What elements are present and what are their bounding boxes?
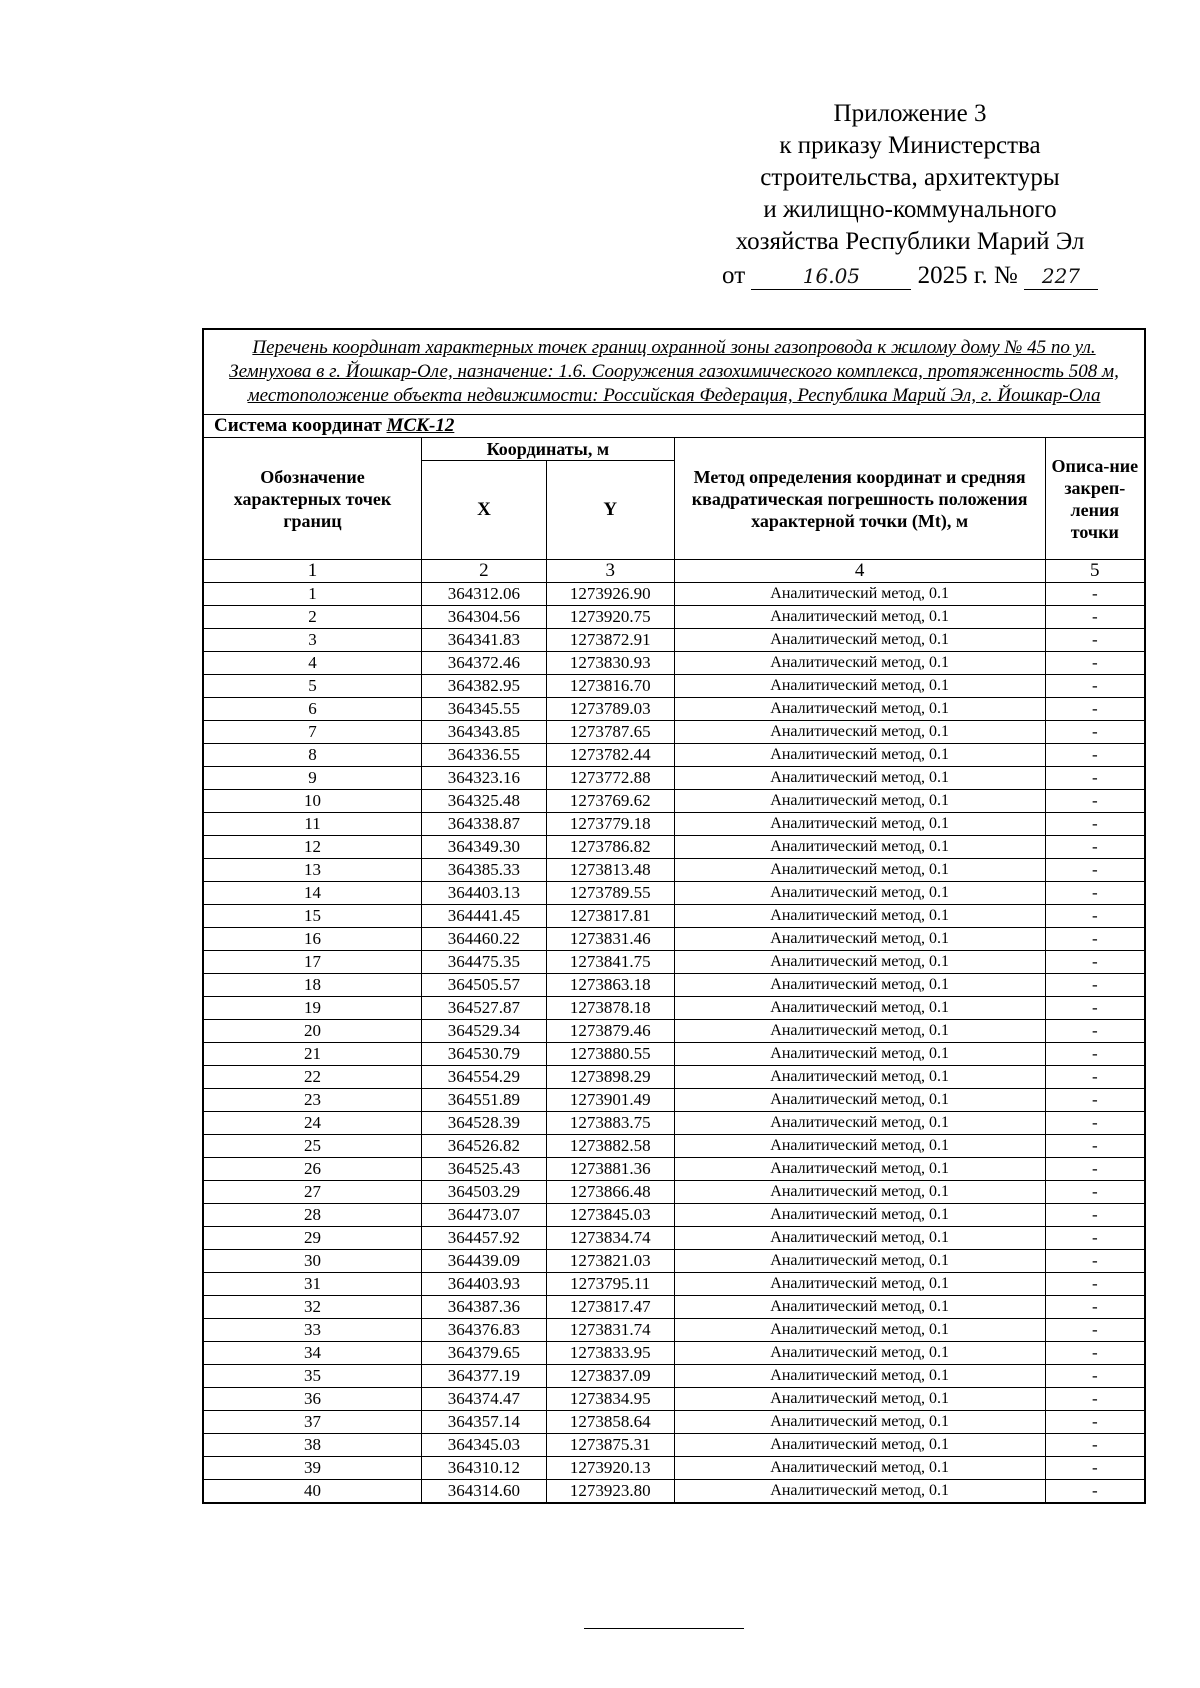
y-coordinate-cell: 1273841.75 <box>546 951 674 974</box>
description-cell: - <box>1045 1135 1145 1158</box>
method-cell: Аналитический метод, 0.1 <box>674 997 1045 1020</box>
method-cell: Аналитический метод, 0.1 <box>674 974 1045 997</box>
method-cell: Аналитический метод, 0.1 <box>674 905 1045 928</box>
method-cell: Аналитический метод, 0.1 <box>674 1158 1045 1181</box>
y-coordinate-cell: 1273920.13 <box>546 1457 674 1480</box>
point-number-cell: 23 <box>203 1089 422 1112</box>
method-cell: Аналитический метод, 0.1 <box>674 1342 1045 1365</box>
y-coordinate-cell: 1273817.81 <box>546 905 674 928</box>
x-coordinate-cell: 364372.46 <box>422 652 547 675</box>
method-cell: Аналитический метод, 0.1 <box>674 721 1045 744</box>
y-coordinate-cell: 1273833.95 <box>546 1342 674 1365</box>
method-cell: Аналитический метод, 0.1 <box>674 951 1045 974</box>
y-coordinate-cell: 1273880.55 <box>546 1043 674 1066</box>
description-cell: - <box>1045 1319 1145 1342</box>
y-coordinate-cell: 1273881.36 <box>546 1158 674 1181</box>
method-cell: Аналитический метод, 0.1 <box>674 836 1045 859</box>
description-cell: - <box>1045 836 1145 859</box>
point-number-cell: 24 <box>203 1112 422 1135</box>
table-row <box>203 1112 1145 1135</box>
method-cell: Аналитический метод, 0.1 <box>674 1480 1045 1504</box>
method-cell: Аналитический метод, 0.1 <box>674 1204 1045 1227</box>
y-coordinate-cell: 1273883.75 <box>546 1112 674 1135</box>
method-cell: Аналитический метод, 0.1 <box>674 1273 1045 1296</box>
table-row <box>203 1066 1145 1089</box>
approval-line: хозяйства Республики Марий Эл <box>735 228 1085 255</box>
point-number-cell: 13 <box>203 859 422 882</box>
table-row <box>203 629 1145 652</box>
y-coordinate-cell: 1273837.09 <box>546 1365 674 1388</box>
point-number-cell: 15 <box>203 905 422 928</box>
method-cell: Аналитический метод, 0.1 <box>674 606 1045 629</box>
description-cell: - <box>1045 1365 1145 1388</box>
description-cell: - <box>1045 1250 1145 1273</box>
description-cell: - <box>1045 1434 1145 1457</box>
description-cell: - <box>1045 997 1145 1020</box>
description-cell: - <box>1045 1066 1145 1089</box>
y-coordinate-cell: 1273898.29 <box>546 1066 674 1089</box>
description-cell: - <box>1045 1204 1145 1227</box>
table-row <box>203 974 1145 997</box>
handwritten-date: 16.05 <box>751 263 911 290</box>
coordinates-table <box>202 328 1146 1504</box>
x-coordinate-cell: 364475.35 <box>422 951 547 974</box>
point-number-cell: 29 <box>203 1227 422 1250</box>
x-coordinate-cell: 364554.29 <box>422 1066 547 1089</box>
point-number-cell: 26 <box>203 1158 422 1181</box>
table-row <box>203 905 1145 928</box>
header-coordinates: Координаты, м <box>422 438 675 461</box>
table-row <box>203 1089 1145 1112</box>
x-coordinate-cell: 364345.55 <box>422 698 547 721</box>
x-coordinate-cell: 364473.07 <box>422 1204 547 1227</box>
method-cell: Аналитический метод, 0.1 <box>674 744 1045 767</box>
point-number-cell: 8 <box>203 744 422 767</box>
table-row <box>203 1388 1145 1411</box>
method-cell: Аналитический метод, 0.1 <box>674 1020 1045 1043</box>
method-cell: Аналитический метод, 0.1 <box>674 859 1045 882</box>
y-coordinate-cell: 1273878.18 <box>546 997 674 1020</box>
header-description: Описа-ние закреп-ления точки <box>1045 438 1145 560</box>
method-cell: Аналитический метод, 0.1 <box>674 1319 1045 1342</box>
point-number-cell: 17 <box>203 951 422 974</box>
point-number-cell: 16 <box>203 928 422 951</box>
x-coordinate-cell: 364374.47 <box>422 1388 547 1411</box>
x-coordinate-cell: 364526.82 <box>422 1135 547 1158</box>
y-coordinate-cell: 1273863.18 <box>546 974 674 997</box>
table-row <box>203 1342 1145 1365</box>
header-x: X <box>422 461 547 560</box>
point-number-cell: 25 <box>203 1135 422 1158</box>
handwritten-order-number: 227 <box>1024 263 1098 290</box>
point-number-cell: 4 <box>203 652 422 675</box>
method-cell: Аналитический метод, 0.1 <box>674 1112 1045 1135</box>
point-number-cell: 3 <box>203 629 422 652</box>
x-coordinate-cell: 364503.29 <box>422 1181 547 1204</box>
coordinate-system-row <box>203 415 1145 438</box>
method-cell: Аналитический метод, 0.1 <box>674 1135 1045 1158</box>
table-row <box>203 698 1145 721</box>
x-coordinate-cell: 364341.83 <box>422 629 547 652</box>
table-row <box>203 1273 1145 1296</box>
x-coordinate-cell: 364403.13 <box>422 882 547 905</box>
x-coordinate-cell: 364325.48 <box>422 790 547 813</box>
y-coordinate-cell: 1273786.82 <box>546 836 674 859</box>
description-cell: - <box>1045 675 1145 698</box>
description-cell: - <box>1045 1388 1145 1411</box>
description-cell: - <box>1045 859 1145 882</box>
column-number: 2 <box>422 560 547 583</box>
point-number-cell: 38 <box>203 1434 422 1457</box>
point-number-cell: 9 <box>203 767 422 790</box>
table-row <box>203 790 1145 813</box>
header-y: Y <box>546 461 674 560</box>
description-cell: - <box>1045 721 1145 744</box>
x-coordinate-cell: 364304.56 <box>422 606 547 629</box>
point-number-cell: 6 <box>203 698 422 721</box>
point-number-cell: 2 <box>203 606 422 629</box>
table-row <box>203 1319 1145 1342</box>
method-cell: Аналитический метод, 0.1 <box>674 1250 1045 1273</box>
y-coordinate-cell: 1273831.46 <box>546 928 674 951</box>
table-row <box>203 721 1145 744</box>
year-text: 2025 г. № <box>917 262 1018 289</box>
table-row <box>203 675 1145 698</box>
column-number: 5 <box>1045 560 1145 583</box>
x-coordinate-cell: 364505.57 <box>422 974 547 997</box>
table-row <box>203 1181 1145 1204</box>
x-coordinate-cell: 364345.03 <box>422 1434 547 1457</box>
method-cell: Аналитический метод, 0.1 <box>674 1296 1045 1319</box>
table-row <box>203 767 1145 790</box>
method-cell: Аналитический метод, 0.1 <box>674 1181 1045 1204</box>
y-coordinate-cell: 1273782.44 <box>546 744 674 767</box>
x-coordinate-cell: 364312.06 <box>422 583 547 606</box>
table-row <box>203 583 1145 606</box>
x-coordinate-cell: 364530.79 <box>422 1043 547 1066</box>
table-row <box>203 1434 1145 1457</box>
table-row <box>203 1204 1145 1227</box>
y-coordinate-cell: 1273901.49 <box>546 1089 674 1112</box>
point-number-cell: 40 <box>203 1480 422 1504</box>
point-number-cell: 18 <box>203 974 422 997</box>
method-cell: Аналитический метод, 0.1 <box>674 652 1045 675</box>
point-number-cell: 12 <box>203 836 422 859</box>
description-cell: - <box>1045 652 1145 675</box>
method-cell: Аналитический метод, 0.1 <box>674 698 1045 721</box>
description-cell: - <box>1045 1112 1145 1135</box>
description-cell: - <box>1045 583 1145 606</box>
x-coordinate-cell: 364441.45 <box>422 905 547 928</box>
table-row <box>203 882 1145 905</box>
description-cell: - <box>1045 1342 1145 1365</box>
header-point: Обозначение характерных точек границ <box>203 438 422 560</box>
y-coordinate-cell: 1273795.11 <box>546 1273 674 1296</box>
point-number-cell: 32 <box>203 1296 422 1319</box>
table-row <box>203 1250 1145 1273</box>
description-cell: - <box>1045 1480 1145 1504</box>
table-row <box>203 1020 1145 1043</box>
point-number-cell: 10 <box>203 790 422 813</box>
x-coordinate-cell: 364525.43 <box>422 1158 547 1181</box>
point-number-cell: 14 <box>203 882 422 905</box>
table-caption: Перечень координат характерных точек границ охранной зоны газопровода к жилому дому № 45 по ул. Земнухова в г. Йошкар-Оле, назначение: 1.6. Сооружения газохимического комплекса, протяженность 508 м, местоположение объекта недвижимости: Российская Федерация, Республика Марий Эл, г. Йошкар-Ола <box>203 329 1145 415</box>
method-cell: Аналитический метод, 0.1 <box>674 1388 1045 1411</box>
y-coordinate-cell: 1273882.58 <box>546 1135 674 1158</box>
method-cell: Аналитический метод, 0.1 <box>674 767 1045 790</box>
description-cell: - <box>1045 629 1145 652</box>
y-coordinate-cell: 1273830.93 <box>546 652 674 675</box>
description-cell: - <box>1045 698 1145 721</box>
y-coordinate-cell: 1273834.95 <box>546 1388 674 1411</box>
table-row <box>203 928 1145 951</box>
x-coordinate-cell: 364310.12 <box>422 1457 547 1480</box>
point-number-cell: 31 <box>203 1273 422 1296</box>
y-coordinate-cell: 1273834.74 <box>546 1227 674 1250</box>
approval-line: и жилищно-коммунального <box>763 196 1057 223</box>
y-coordinate-cell: 1273779.18 <box>546 813 674 836</box>
x-coordinate-cell: 364551.89 <box>422 1089 547 1112</box>
y-coordinate-cell: 1273816.70 <box>546 675 674 698</box>
point-number-cell: 34 <box>203 1342 422 1365</box>
table-row <box>203 859 1145 882</box>
y-coordinate-cell: 1273831.74 <box>546 1319 674 1342</box>
x-coordinate-cell: 364349.30 <box>422 836 547 859</box>
y-coordinate-cell: 1273787.65 <box>546 721 674 744</box>
description-cell: - <box>1045 1089 1145 1112</box>
x-coordinate-cell: 364338.87 <box>422 813 547 836</box>
table-row <box>203 997 1145 1020</box>
method-cell: Аналитический метод, 0.1 <box>674 675 1045 698</box>
point-number-cell: 11 <box>203 813 422 836</box>
table-row <box>203 836 1145 859</box>
table-row <box>203 606 1145 629</box>
coordinate-system-name: МСК-12 <box>386 415 455 436</box>
table-row <box>203 1158 1145 1181</box>
x-coordinate-cell: 364357.14 <box>422 1411 547 1434</box>
x-coordinate-cell: 364382.95 <box>422 675 547 698</box>
y-coordinate-cell: 1273817.47 <box>546 1296 674 1319</box>
x-coordinate-cell: 364343.85 <box>422 721 547 744</box>
table-row <box>203 1296 1145 1319</box>
method-cell: Аналитический метод, 0.1 <box>674 882 1045 905</box>
description-cell: - <box>1045 790 1145 813</box>
table-row <box>203 1135 1145 1158</box>
y-coordinate-cell: 1273858.64 <box>546 1411 674 1434</box>
point-number-cell: 22 <box>203 1066 422 1089</box>
table-row <box>203 813 1145 836</box>
y-coordinate-cell: 1273875.31 <box>546 1434 674 1457</box>
approval-line: строительства, архитектуры <box>760 164 1060 191</box>
y-coordinate-cell: 1273789.03 <box>546 698 674 721</box>
description-cell: - <box>1045 1411 1145 1434</box>
coordinate-system-label: Система координат <box>214 415 382 436</box>
point-number-cell: 20 <box>203 1020 422 1043</box>
method-cell: Аналитический метод, 0.1 <box>674 813 1045 836</box>
x-coordinate-cell: 364439.09 <box>422 1250 547 1273</box>
table-row <box>203 1365 1145 1388</box>
table-row <box>203 744 1145 767</box>
approval-line: к приказу Министерства <box>779 132 1041 159</box>
x-coordinate-cell: 364460.22 <box>422 928 547 951</box>
point-number-cell: 1 <box>203 583 422 606</box>
description-cell: - <box>1045 951 1145 974</box>
table-row <box>203 1227 1145 1250</box>
method-cell: Аналитический метод, 0.1 <box>674 1365 1045 1388</box>
description-cell: - <box>1045 905 1145 928</box>
point-number-cell: 27 <box>203 1181 422 1204</box>
method-cell: Аналитический метод, 0.1 <box>674 1089 1045 1112</box>
date-prefix: от <box>722 262 746 289</box>
point-number-cell: 37 <box>203 1411 422 1434</box>
method-cell: Аналитический метод, 0.1 <box>674 1043 1045 1066</box>
column-number: 4 <box>674 560 1045 583</box>
point-number-cell: 21 <box>203 1043 422 1066</box>
x-coordinate-cell: 364385.33 <box>422 859 547 882</box>
x-coordinate-cell: 364387.36 <box>422 1296 547 1319</box>
method-cell: Аналитический метод, 0.1 <box>674 790 1045 813</box>
point-number-cell: 5 <box>203 675 422 698</box>
description-cell: - <box>1045 928 1145 951</box>
point-number-cell: 33 <box>203 1319 422 1342</box>
point-number-cell: 30 <box>203 1250 422 1273</box>
table-row <box>203 951 1145 974</box>
y-coordinate-cell: 1273866.48 <box>546 1181 674 1204</box>
point-number-cell: 39 <box>203 1457 422 1480</box>
y-coordinate-cell: 1273821.03 <box>546 1250 674 1273</box>
method-cell: Аналитический метод, 0.1 <box>674 1411 1045 1434</box>
table-row <box>203 1411 1145 1434</box>
point-number-cell: 28 <box>203 1204 422 1227</box>
description-cell: - <box>1045 1457 1145 1480</box>
x-coordinate-cell: 364377.19 <box>422 1365 547 1388</box>
approval-line: Приложение 3 <box>833 100 987 127</box>
column-number: 1 <box>203 560 422 583</box>
method-cell: Аналитический метод, 0.1 <box>674 1066 1045 1089</box>
method-cell: Аналитический метод, 0.1 <box>674 629 1045 652</box>
description-cell: - <box>1045 1296 1145 1319</box>
y-coordinate-cell: 1273813.48 <box>546 859 674 882</box>
description-cell: - <box>1045 1020 1145 1043</box>
y-coordinate-cell: 1273879.46 <box>546 1020 674 1043</box>
table-row <box>203 1480 1145 1504</box>
x-coordinate-cell: 364457.92 <box>422 1227 547 1250</box>
point-number-cell: 35 <box>203 1365 422 1388</box>
description-cell: - <box>1045 1158 1145 1181</box>
x-coordinate-cell: 364379.65 <box>422 1342 547 1365</box>
header-method: Метод определения координат и средняя квадратическая погрешность положения характерной точки (Mt), м <box>674 438 1045 560</box>
method-cell: Аналитический метод, 0.1 <box>674 583 1045 606</box>
description-cell: - <box>1045 606 1145 629</box>
description-cell: - <box>1045 813 1145 836</box>
approval-block <box>690 98 1130 292</box>
x-coordinate-cell: 364528.39 <box>422 1112 547 1135</box>
description-cell: - <box>1045 1227 1145 1250</box>
description-cell: - <box>1045 744 1145 767</box>
y-coordinate-cell: 1273789.55 <box>546 882 674 905</box>
x-coordinate-cell: 364403.93 <box>422 1273 547 1296</box>
y-coordinate-cell: 1273772.88 <box>546 767 674 790</box>
table-row <box>203 1457 1145 1480</box>
description-cell: - <box>1045 882 1145 905</box>
description-cell: - <box>1045 1043 1145 1066</box>
x-coordinate-cell: 364336.55 <box>422 744 547 767</box>
point-number-cell: 19 <box>203 997 422 1020</box>
y-coordinate-cell: 1273923.80 <box>546 1480 674 1504</box>
y-coordinate-cell: 1273872.91 <box>546 629 674 652</box>
x-coordinate-cell: 364376.83 <box>422 1319 547 1342</box>
x-coordinate-cell: 364527.87 <box>422 997 547 1020</box>
y-coordinate-cell: 1273769.62 <box>546 790 674 813</box>
table-row <box>203 1043 1145 1066</box>
method-cell: Аналитический метод, 0.1 <box>674 1227 1045 1250</box>
description-cell: - <box>1045 974 1145 997</box>
x-coordinate-cell: 364529.34 <box>422 1020 547 1043</box>
y-coordinate-cell: 1273920.75 <box>546 606 674 629</box>
method-cell: Аналитический метод, 0.1 <box>674 1457 1045 1480</box>
table-body <box>203 583 1145 1504</box>
approval-date-line <box>690 260 1130 292</box>
column-number: 3 <box>546 560 674 583</box>
point-number-cell: 7 <box>203 721 422 744</box>
description-cell: - <box>1045 767 1145 790</box>
method-cell: Аналитический метод, 0.1 <box>674 1434 1045 1457</box>
point-number-cell: 36 <box>203 1388 422 1411</box>
y-coordinate-cell: 1273926.90 <box>546 583 674 606</box>
y-coordinate-cell: 1273845.03 <box>546 1204 674 1227</box>
method-cell: Аналитический метод, 0.1 <box>674 928 1045 951</box>
table-row <box>203 652 1145 675</box>
x-coordinate-cell: 364323.16 <box>422 767 547 790</box>
x-coordinate-cell: 364314.60 <box>422 1480 547 1504</box>
description-cell: - <box>1045 1181 1145 1204</box>
closing-rule <box>584 1628 744 1629</box>
description-cell: - <box>1045 1273 1145 1296</box>
